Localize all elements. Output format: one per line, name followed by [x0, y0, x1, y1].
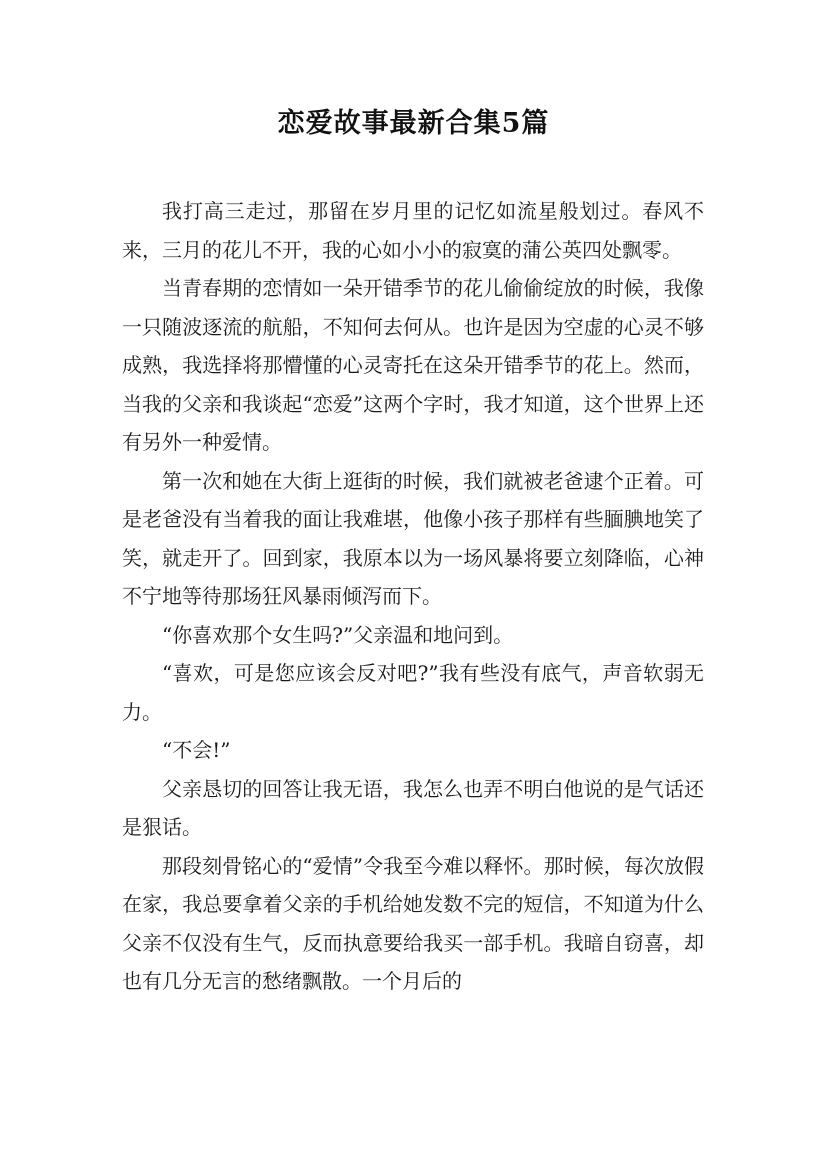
paragraph: 当青春期的恋情如一朵开错季节的花儿偷偷绽放的时候，我像一只随波逐流的航船，不知何去何从。也许是因为空虚的心灵不够成熟，我选择将那懵懂的心灵寄托在这朵开错季节的花上。然而，当我的父亲和我谈起“恋爱”这两个字时，我才知道，这个世界上还有另外一种爱情。: [122, 276, 704, 454]
document-title: 恋爱故事最新合集5篇: [277, 108, 550, 139]
paragraph: 父亲恳切的回答让我无语，我怎么也弄不明白他说的是气话还是狠话。: [122, 776, 704, 839]
paragraph: “喜欢，可是您应该会反对吧?”我有些没有底气，声音软弱无力。: [122, 661, 704, 724]
document-body: [122, 192, 704, 1001]
paragraph: “不会!”: [162, 738, 231, 762]
paragraph: 那段刻骨铭心的“爱情”令我至今难以释怀。那时候，每次放假在家，我总要拿着父亲的手机给她发数不完的短信，不知道为什么父亲不仅没有生气，反而执意要给我买一部手机。我暗自窃喜，却也有几分无言的愁绪飘散。一个月后的: [122, 853, 704, 993]
paragraph: 我打高三走过，那留在岁月里的记忆如流星般划过。春风不来，三月的花儿不开，我的心如小小的寂寞的蒲公英四处飘零。: [122, 199, 704, 262]
paragraph: “你喜欢那个女生吗?”父亲温和地问到。: [162, 622, 514, 647]
paragraph: 第一次和她在大街上逛街的时候，我们就被老爸逮个正着。可是老爸没有当着我的面让我难堪，他像小孩子那样有些腼腆地笑了笑，就走开了。回到家，我原本以为一场风暴将要立刻降临，心神不宁地等待那场狂风暴雨倾泻而下。: [122, 468, 704, 608]
